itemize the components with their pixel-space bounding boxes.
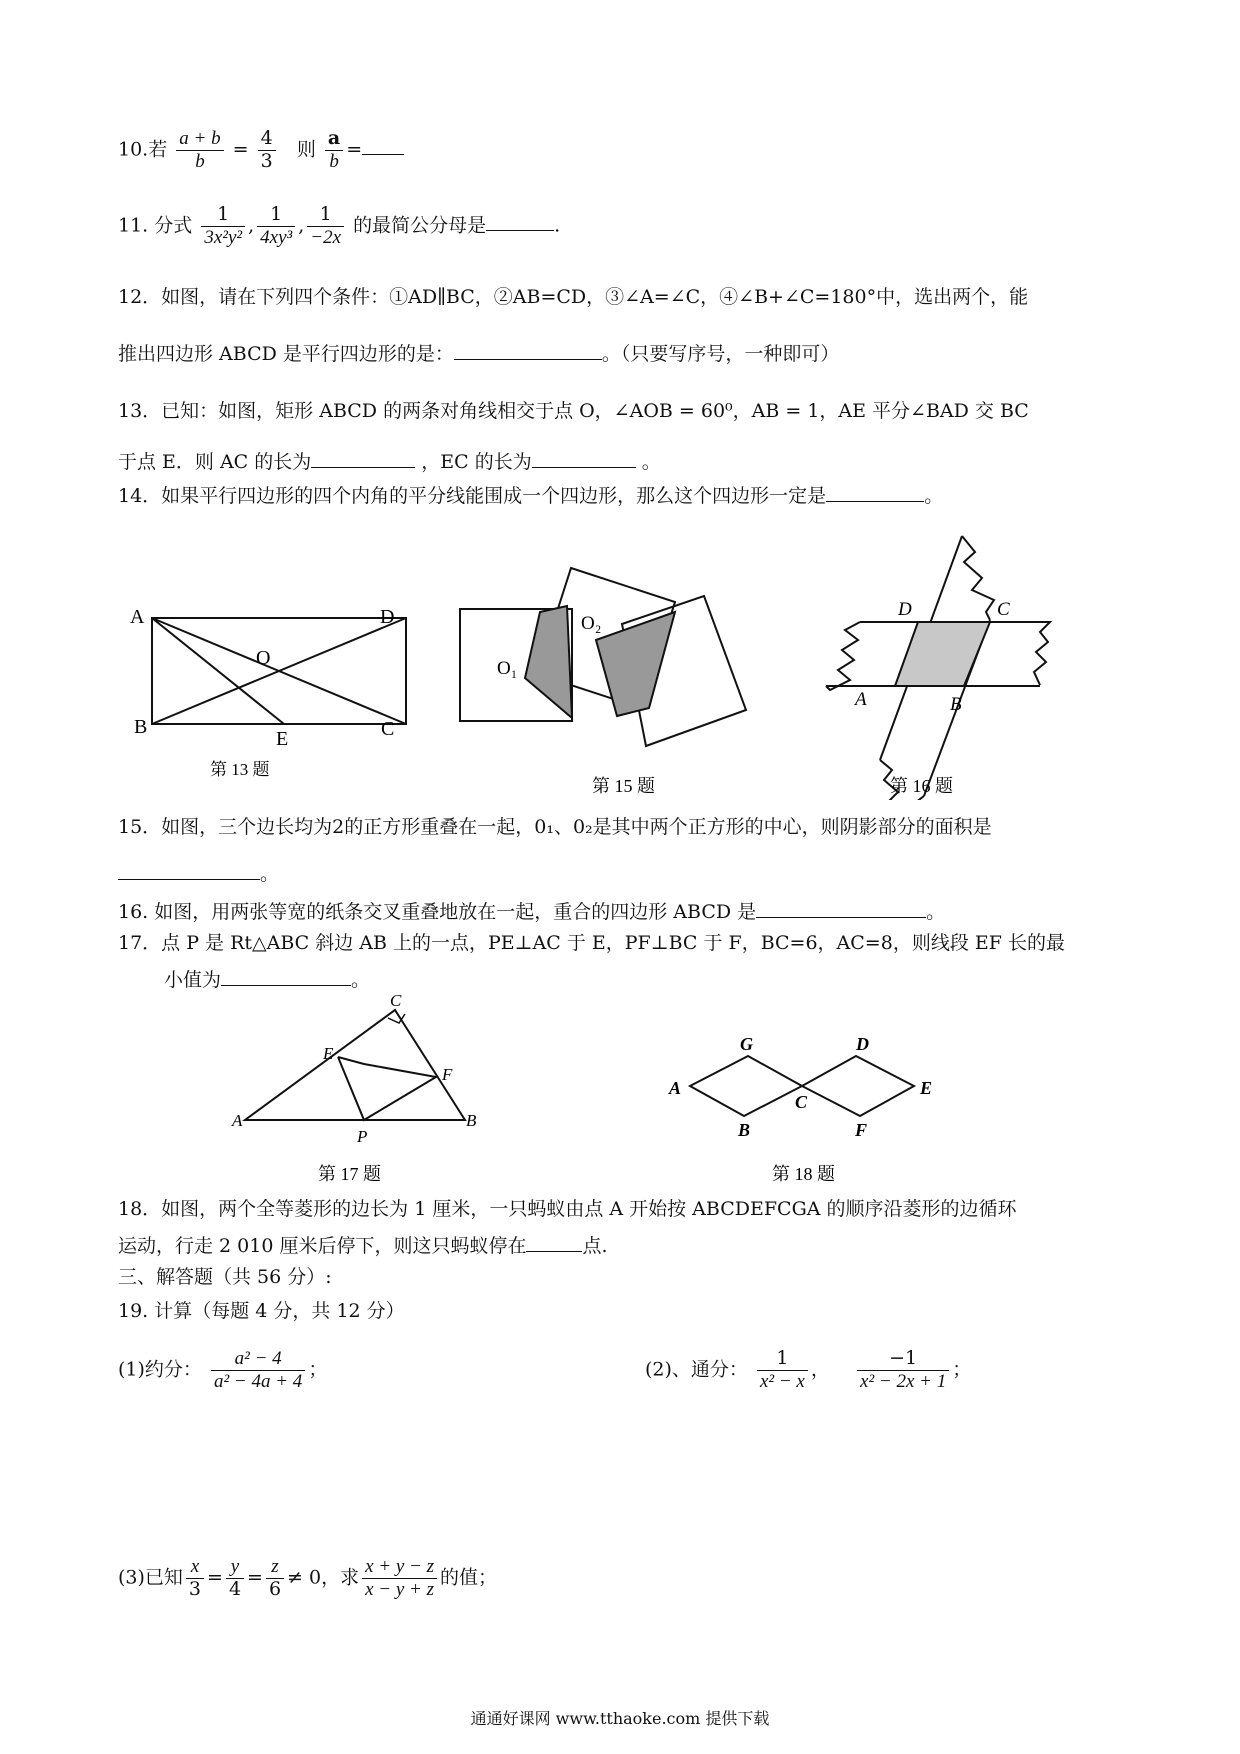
fig18-label-c: C <box>795 1092 808 1112</box>
fraction: $\frac{1}{\text{x² − x}}$ <box>757 1348 808 1393</box>
fraction: $\frac{1}{-2x}$ <box>307 204 344 249</box>
triangle-abc <box>245 1010 465 1120</box>
fig17-label-f: F <box>442 1065 453 1084</box>
question-15-line-2: 。 <box>118 860 279 886</box>
fig18-label-g: G <box>740 1034 753 1054</box>
question-10: 10.若 $\frac{a + b}{b}$ = $\frac{4}{3}$ 则 $\frac{a}{b}$ = <box>118 128 404 173</box>
fig13-label-c: C <box>381 718 395 740</box>
fig16-caption: 第 16 题 <box>890 776 953 796</box>
question-12-line-1: 12．如图，请在下列四个条件：①AD∥BC，②AB=CD，③∠A=∠C，④∠B+∠C=180°中，选出两个，能 <box>118 286 1029 308</box>
answer-blank <box>311 448 415 468</box>
figure-15 <box>460 568 746 746</box>
fig16-label-d: D <box>898 599 912 620</box>
rhombus-cdef <box>802 1056 914 1116</box>
question-19-title: 19. 计算（每题 4 分，共 12 分） <box>118 1300 405 1322</box>
strip-s-top-zigzag <box>962 536 994 620</box>
fraction: $\frac{z}{6}$ <box>266 1556 284 1601</box>
shaded-region-1 <box>525 606 572 718</box>
fig17-label-b: B <box>466 1111 477 1130</box>
rectangle-pecf <box>338 1057 436 1120</box>
fig13-caption: 第 13 题 <box>210 760 270 779</box>
fraction: $\frac{1}{\text{3x²y²}}$ <box>201 204 245 249</box>
fig17-label-p: P <box>357 1127 368 1146</box>
question-19-part-3: (3)已知 $\frac{x}{3}$ = $\frac{y}{4}$ = $\frac{z}{6}$ ≠ 0，求 $\frac{x + y - z}{x - y + z}$ 的值； <box>118 1556 498 1600</box>
segment-ae <box>152 618 284 724</box>
answer-blank <box>826 482 924 502</box>
fig15-label-o1: O₁ <box>497 658 518 679</box>
overlap-quadrilateral <box>895 622 990 686</box>
fig13-label-o: O <box>256 647 271 669</box>
fraction: $\frac{y}{4}$ <box>226 1556 244 1601</box>
fraction: $\frac{a + b}{b}$ <box>176 128 223 173</box>
fraction: $\frac{x}{3}$ <box>186 1556 204 1601</box>
question-17-line-1: 17．点 P 是 Rt△ABC 斜边 AB 上的一点，PE⊥AC 于 E，PF⊥BC 于 F，BC=6，AC=8，则线段 EF 长的最 <box>118 932 1065 954</box>
fraction: $\frac{-1}{\text{x² − 2x + 1}}$ <box>857 1348 949 1393</box>
fig13-label-b: B <box>134 716 148 738</box>
fraction: $\frac{x + y - z}{x - y + z}$ <box>362 1556 437 1601</box>
rhombus-agcb <box>690 1056 802 1116</box>
question-18-line-1: 18．如图，两个全等菱形的边长为 1 厘米，一只蚂蚁由点 A 开始按 ABCDEFCGA 的顺序沿菱形的边循环 <box>118 1198 1017 1220</box>
fig16-label-a: A <box>855 689 867 710</box>
figure-17 <box>245 1010 465 1120</box>
fig18-label-a: A <box>669 1078 682 1098</box>
answer-blank <box>454 340 602 360</box>
fraction: $\frac{4}{3}$ <box>258 128 276 173</box>
fraction: $\frac{1}{\text{4xy³}}$ <box>257 204 295 249</box>
fig16-label-c: C <box>997 599 1010 620</box>
fig17-caption: 第 17 题 <box>318 1164 381 1184</box>
fraction: $\frac{a}{b}$ <box>325 128 343 173</box>
answer-blank <box>532 448 636 468</box>
figure-13 <box>152 618 406 724</box>
fig18-label-f: F <box>855 1120 868 1140</box>
question-17-line-2: 小值为 。 <box>164 966 370 992</box>
answer-blank <box>486 211 554 231</box>
question-11: 11. 分式 $\frac{1}{\text{3x²y²}}$ , $\frac{1}{\text{4xy³}}$ , $\frac{1}{-2x}$ 的最简公分母是 . <box>118 203 561 248</box>
question-12-line-2: 推出四边形 ABCD 是平行四边形的是： 。（只要写序号，一种即可） <box>118 340 839 366</box>
fig16-label-b: B <box>950 694 962 715</box>
fig18-label-d: D <box>856 1034 869 1054</box>
fig18-caption: 第 18 题 <box>772 1164 835 1184</box>
answer-blank <box>526 1232 582 1252</box>
section-3-heading: 三、解答题（共 56 分）: <box>118 1266 332 1288</box>
question-14: 14．如果平行四边形的四个内角的平分线能围成一个四边形，那么这个四边形一定是 。 <box>118 482 943 508</box>
shaded-region-2 <box>596 612 675 716</box>
fig17-label-c: C <box>390 991 402 1010</box>
footer: 通通好课网 www.tthaoke.com 提供下载 <box>470 1709 770 1728</box>
fig13-label-a: A <box>130 606 145 628</box>
fraction: $\frac{\text{a² − 4}}{\text{a² − 4a + 4}}$ <box>211 1348 305 1393</box>
fig18-label-e: E <box>920 1078 933 1098</box>
question-13-line-2: 于点 E．则 AC 的长为 ，EC 的长为 。 <box>118 448 661 474</box>
answer-blank <box>221 966 351 986</box>
figures-row-2 <box>0 990 1240 1190</box>
question-13-line-1: 13．已知：如图，矩形 ABCD 的两条对角线相交于点 O，∠AOB = 60⁰，AB = 1，AE 平分∠BAD 交 BC <box>118 400 1029 422</box>
question-18-line-2: 运动，行走 2 010 厘米后停下，则这只蚂蚁停在 点. <box>118 1232 608 1258</box>
fig18-label-b: B <box>738 1120 751 1140</box>
fig17-label-a: A <box>232 1111 243 1130</box>
fig15-caption: 第 15 题 <box>592 776 655 796</box>
question-19-part-2: (2)、通分： $\frac{1}{\text{x² − x}}$ ， $\frac{-1}{\text{x² − 2x + 1}}$ ； <box>645 1347 972 1392</box>
question-19-part-1: (1)约分： $\frac{\text{a² − 4}}{\text{a² − 4a + 4}}$ ； <box>118 1348 328 1392</box>
answer-blank <box>118 860 260 880</box>
answer-blank <box>362 135 404 155</box>
strip-h-left-zigzag <box>826 622 860 690</box>
question-15-line-1: 15．如图，三个边长均为2的正方形重叠在一起，0₁、0₂是其中两个正方形的中心，则阴影部分的面积是 <box>118 816 992 838</box>
fig13-label-d: D <box>380 606 395 628</box>
figures-row-1 <box>0 530 1240 800</box>
fig15-label-o2: O₂ <box>581 613 602 634</box>
fig17-label-e: E <box>323 1044 334 1063</box>
fig13-label-e: E <box>276 728 289 750</box>
answer-blank <box>756 898 926 918</box>
question-16: 16. 如图，用两张等宽的纸条交叉重叠地放在一起，重合的四边形 ABCD 是 。 <box>118 898 945 924</box>
